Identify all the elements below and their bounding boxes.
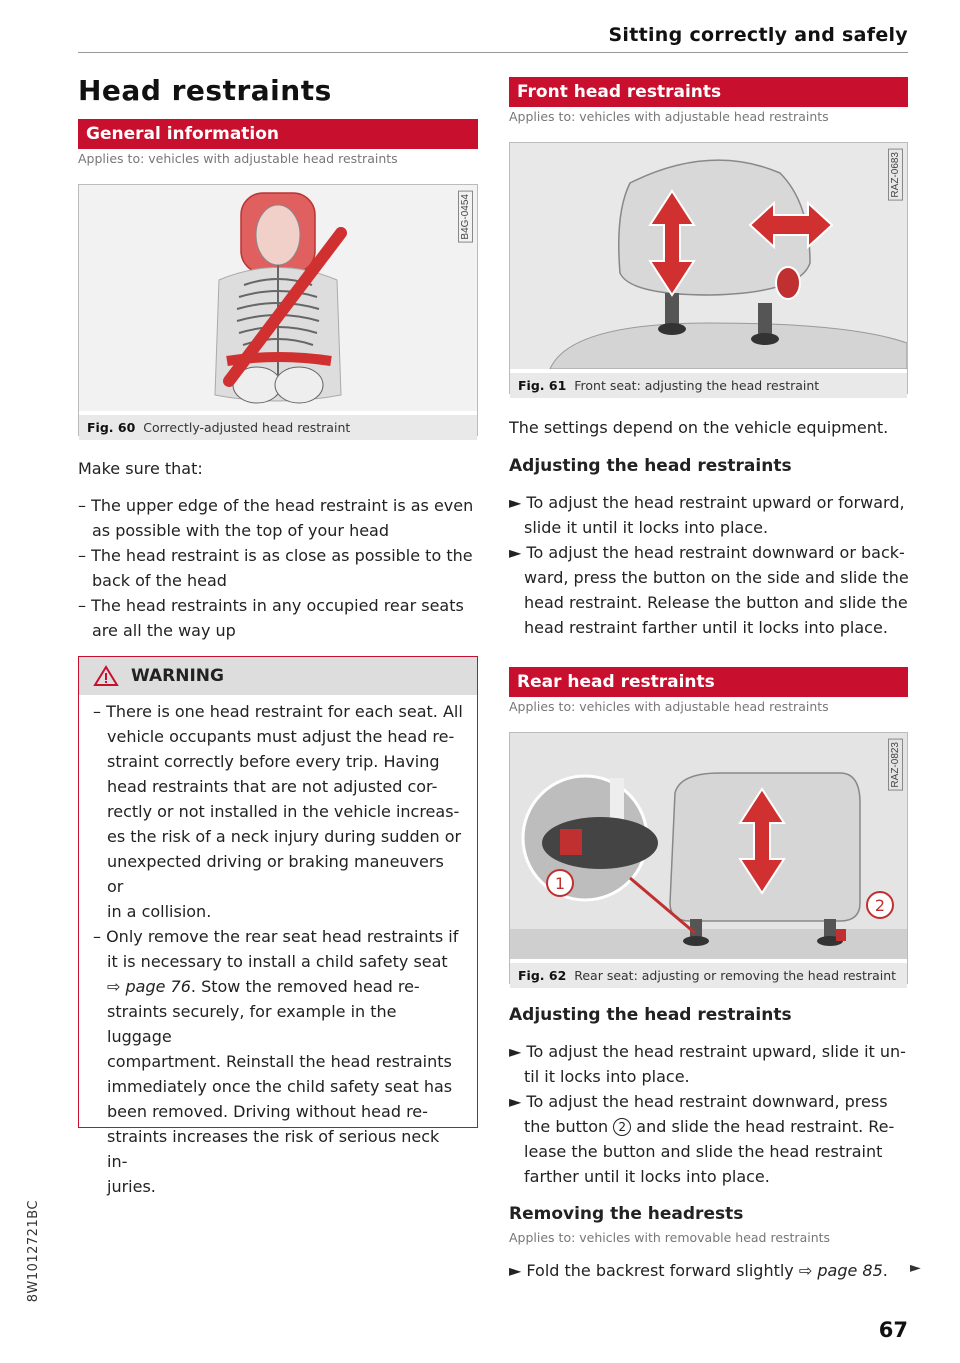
step-line: ward, press the button on the side and slide the [524,568,909,587]
list-line: – The head restraints in any occupied rear seats [78,596,464,615]
front-headrest-illustration [510,143,907,369]
running-header: Sitting correctly and safely [608,24,908,46]
figure-caption-text: Correctly-adjusted head restraint [143,420,351,435]
figure-caption [79,415,477,440]
warning-line [93,974,463,999]
applies-note-front: Applies to: vehicles with adjustable head restraints [509,109,829,124]
figure-number: Fig. 60 [87,420,136,435]
warning-line: in a collision. [107,902,212,921]
step-line: ► To adjust the head restraint upward or forward, [509,493,905,512]
step-text: the button [524,1117,614,1136]
warning-line: straint correctly before every trip. Having [107,752,440,771]
section-heading-front: Front head restraints [509,77,908,107]
warning-line: rectly or not installed in the vehicle increas- [107,802,460,821]
section-heading-general: General information [78,119,478,149]
figure-caption [510,963,907,988]
warning-item [93,699,463,924]
warning-content [79,695,477,1199]
figure-code: RAZ-0823 [888,739,903,791]
warning-line: – Only remove the rear seat head restraints if [93,927,459,946]
applies-note-rear: Applies to: vehicles with adjustable head restraints [509,699,829,714]
step-item [509,1089,919,1189]
figure-number: Fig. 62 [518,968,567,983]
page-number: 67 [878,1318,908,1342]
subheading-adjust-rear: Adjusting the head restraints [509,1005,792,1025]
list-line: as possible with the top of your head [92,521,390,540]
step-line: head restraint farther until it locks into place. [524,618,888,637]
figure-caption [510,373,907,398]
warning-line: juries. [107,1177,156,1196]
warning-line: straints securely, for example in the luggage [107,1002,397,1046]
intro-text: Make sure that: [78,459,203,478]
warning-box [78,656,478,1196]
figure-number: Fig. 61 [518,378,567,393]
steps-front [509,490,919,640]
warning-line-text: . Stow the removed head re- [190,977,420,996]
document-code: 8W1012721BC [26,1200,41,1303]
page-76-link[interactable]: ⇨ page 76 [107,977,191,996]
step-line: farther until it locks into place. [524,1167,770,1186]
step-item [509,490,919,540]
steps-rear [509,1039,919,1189]
step-item [509,540,919,640]
figure-code: RAZ-0683 [888,149,903,201]
page-85-link[interactable]: ⇨ page 85 [798,1261,883,1280]
step-text: . [882,1261,888,1280]
step-text: ► Fold the backrest forward slightly [509,1261,799,1280]
page-title: Head restraints [78,74,332,107]
settings-note: The settings depend on the vehicle equipment. [509,418,889,437]
step-line: slide it until it locks into place. [524,518,769,537]
step-line: head restraint. Release the button and slide the [524,593,908,612]
figure-code: B4G-0454 [458,191,473,243]
list-line: – The head restraint is as close as possible to the [78,546,473,565]
warning-line: straints increases the risk of serious neck in- [107,1127,440,1171]
warning-label: WARNING [131,666,224,686]
figure-60 [78,184,478,436]
callout-2-ref: 2 [613,1118,631,1136]
section-heading-rear: Rear head restraints [509,667,908,697]
figure-62 [509,732,908,984]
warning-line: compartment. Reinstall the head restraints [107,1052,452,1071]
warning-line: head restraints that are not adjusted cor- [107,777,438,796]
step-line: til it locks into place. [524,1067,690,1086]
figure-caption-text: Front seat: adjusting the head restraint [574,378,820,393]
warning-line: it is necessary to install a child safety seat [107,952,448,971]
skeleton-illustration [79,185,477,411]
rear-headrest-illustration [510,733,907,959]
warning-line: immediately once the child safety seat has [107,1077,453,1096]
warning-triangle-icon [93,665,119,687]
check-list [78,493,478,643]
list-item [78,593,478,643]
warning-item [93,924,463,1199]
applies-note-general: Applies to: vehicles with adjustable head restraints [78,151,398,166]
callout-1: 1 [554,874,566,893]
step-line: lease the button and slide the head restraint [524,1142,883,1161]
step-line [509,1114,919,1139]
warning-line: vehicle occupants must adjust the head re- [107,727,455,746]
figure-caption-text: Rear seat: adjusting or removing the head restraint [574,968,897,983]
step-line: ► To adjust the head restraint downward, press [509,1092,888,1111]
applies-note-removing: Applies to: vehicles with removable head restraints [509,1230,831,1245]
list-item [78,493,478,543]
subheading-removing: Removing the headrests [509,1204,744,1224]
continue-arrow-icon: ► [910,1260,921,1276]
subheading-adjust-front: Adjusting the head restraints [509,456,792,476]
callout-2: 2 [874,896,886,915]
step-item [509,1039,919,1089]
list-item [78,543,478,593]
figure-61 [509,142,908,394]
warning-header [79,657,477,695]
step-line: ► To adjust the head restraint upward, slide it un- [509,1042,906,1061]
list-line: – The upper edge of the head restraint is as even [78,496,474,515]
step-removing [509,1258,888,1283]
step-text: and slide the head restraint. Re- [631,1117,895,1136]
warning-line: es the risk of a neck injury during sudden or [107,827,462,846]
header-rule [78,52,908,53]
warning-line: been removed. Driving without head re- [107,1102,428,1121]
list-line: back of the head [92,571,227,590]
warning-line: – There is one head restraint for each seat. All [93,702,463,721]
list-line: are all the way up [92,621,236,640]
warning-line: unexpected driving or braking maneuvers or [107,852,444,896]
step-line: ► To adjust the head restraint downward or back- [509,543,905,562]
